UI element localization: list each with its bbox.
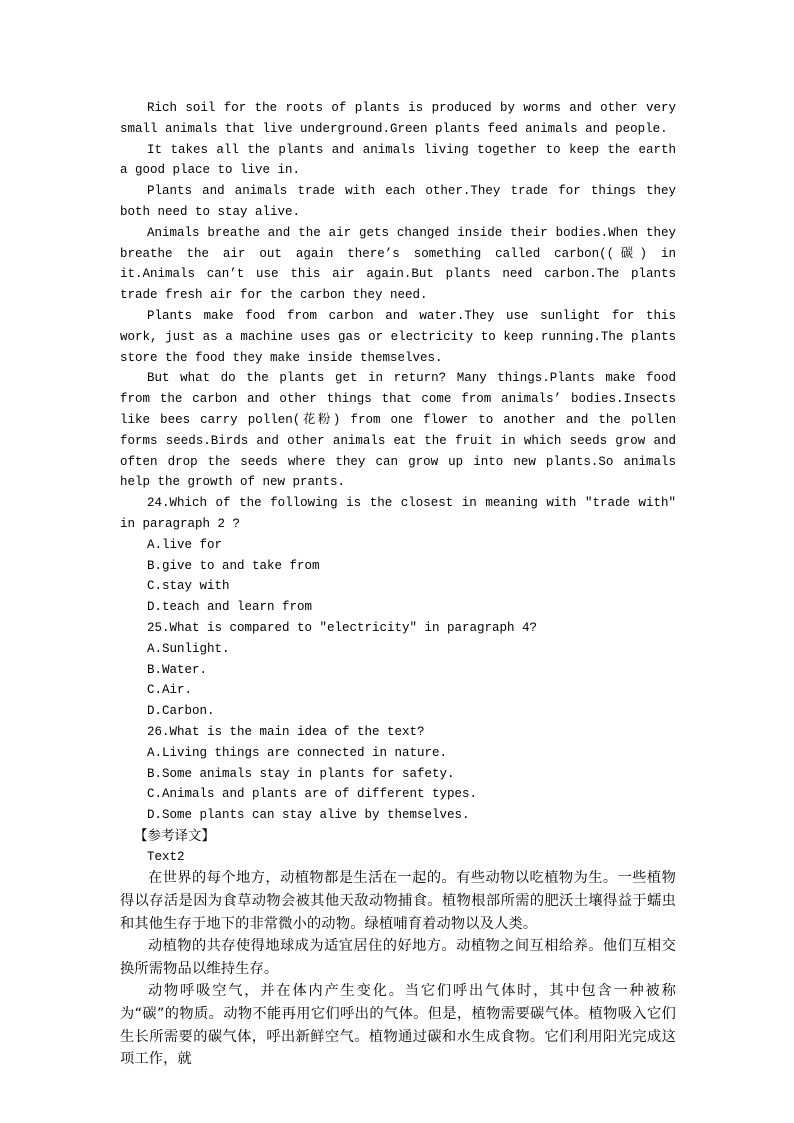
answer-option: B.give to and take from	[147, 558, 320, 573]
answer-option: A.Living things are connected in nature.	[147, 745, 448, 760]
passage-paragraph: Rich soil for the roots of plants is produced by worms and other very small animals that live underground.Green plants feed animals and people.	[120, 101, 676, 136]
translation-paragraph: 动物呼吸空气，并在体内产生变化。当它们呼出气体时，其中包含一种被称为“碳”的物质。动物不能再用它们呼出的气体。但是，植物需要碳气体。植物吸入它们生长所需要的碳气体，呼出新鲜空气。植物通过碳和水生成食物。它们利用阳光完成这项工作，就	[120, 983, 676, 1068]
passage-paragraph: Plants make food from carbon and water.They use sunlight for this work, just as a machine uses gas or electricity to keep running.The plants store the food they make inside themselves.	[120, 308, 676, 365]
translation-heading: 【参考译文】	[134, 827, 215, 844]
answer-option: C.Air.	[147, 683, 193, 698]
passage-paragraph: Animals breathe and the air gets changed inside their bodies.When they breathe the air out again there’s something called carbon((碳) in it.Animals can’t use this air again.But plants need carbon.The plants trade fresh air for the carbon they need.	[120, 225, 676, 303]
passage-paragraph: But what do the plants get in return? Many things.Plants make food from the carbon and other things that come from animals’ bodies.Insects like bees carry pollen(花粉) from one flower to another and the pollen forms seeds.Birds and other animals eat the fruit in which seeds grow and often drop the seeds where they can grow up into new plants.So animals help the growth of new prants.	[120, 371, 676, 490]
translation-label: Text2	[147, 849, 185, 864]
answer-option: C.Animals and plants are of different types.	[147, 787, 478, 802]
translation-paragraph: 动植物的共存使得地球成为适宜居住的好地方。动植物之间互相给养。他们互相交换所需物品以维持生存。	[120, 938, 676, 977]
answer-option: B.Some animals stay in plants for safety.	[147, 766, 455, 781]
question-stem: 24.Which of the following is the closest in meaning with "trade with" in paragraph 2 ?	[120, 496, 676, 531]
answer-option: A.Sunlight.	[147, 641, 230, 656]
passage-paragraph: Plants and animals trade with each other.They trade for things they both need to stay alive.	[120, 184, 676, 219]
question-stem: 25.What is compared to "electricity" in paragraph 4?	[147, 620, 538, 635]
answer-option: D.Some plants can stay alive by themselves.	[147, 808, 470, 823]
answer-option: A.live for	[147, 537, 223, 552]
passage-paragraph: It takes all the plants and animals living together to keep the earth a good place to live in.	[120, 142, 676, 178]
translation-paragraph: 在世界的每个地方，动植物都是生活在一起的。有些动物以吃植物为生。一些植物得以存活是因为食草动物会被其他天敌动物捕食。植物根部所需的肥沃土壤得益于蠕虫和其他生存于地下的非常微小的动物。绿植哺育着动物以及人类。	[120, 870, 676, 932]
answer-option: D.Carbon.	[147, 704, 215, 719]
answer-option: C.stay with	[147, 579, 230, 594]
document-page	[120, 98, 676, 1071]
answer-option: B.Water.	[147, 662, 208, 677]
answer-option: D.teach and learn from	[147, 600, 313, 615]
question-stem: 26.What is the main idea of the text?	[147, 724, 425, 739]
